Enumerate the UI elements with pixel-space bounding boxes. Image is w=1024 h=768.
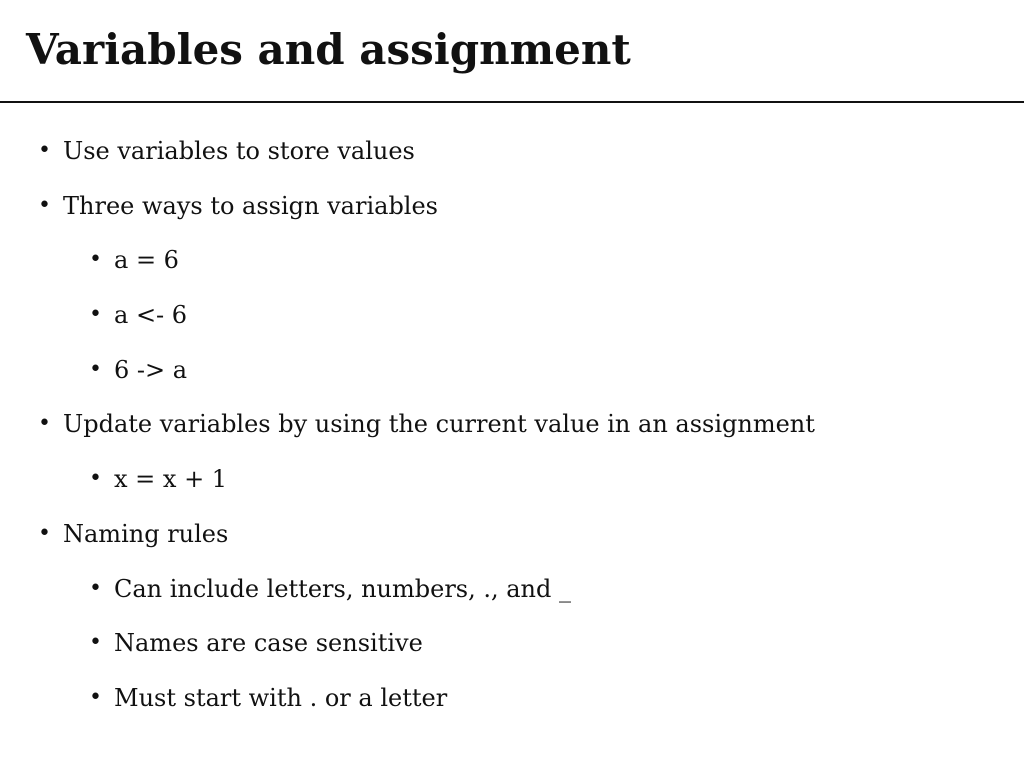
sub-bullet-item	[0, 671, 1024, 726]
bullet-icon: •	[89, 247, 102, 273]
bullet-icon: •	[89, 630, 102, 656]
sub-bullet-text: a = 6	[114, 246, 179, 275]
bullet-icon: •	[38, 192, 51, 218]
bullet-item	[0, 124, 1024, 179]
bullet-list	[0, 124, 1024, 726]
bullet-text: Use variables to store values	[63, 137, 415, 165]
bullet-icon: •	[89, 575, 102, 601]
sub-bullet-item	[0, 343, 1024, 398]
bullet-item	[0, 179, 1024, 234]
sub-bullet-item	[0, 288, 1024, 343]
bullet-item	[0, 397, 1024, 452]
sub-bullet-text: Names are case sensitive	[114, 629, 423, 658]
slide-title: Variables and assignment	[26, 25, 631, 74]
bullet-icon: •	[38, 138, 51, 163]
sub-bullet-text: Can include letters, numbers, ., and _	[114, 574, 572, 603]
sub-bullet-item	[0, 452, 1024, 507]
sub-bullet-item	[0, 562, 1024, 617]
bullet-icon: •	[89, 356, 102, 382]
sub-bullet-text: a <- 6	[114, 301, 188, 330]
sub-bullet-text: 6 -> a	[114, 355, 188, 384]
bullet-icon: •	[38, 520, 51, 546]
bullet-item	[0, 507, 1024, 562]
title-divider	[0, 101, 1024, 103]
bullet-icon: •	[89, 684, 102, 710]
sub-bullet-text: Must start with . or a letter	[114, 683, 448, 712]
bullet-icon: •	[89, 302, 102, 328]
bullet-text: Update variables by using the current value in an assignment	[63, 410, 815, 439]
sub-bullet-item	[0, 233, 1024, 288]
bullet-icon: •	[89, 466, 102, 492]
sub-bullet-item	[0, 616, 1024, 671]
bullet-icon: •	[38, 411, 51, 437]
sub-bullet-text: x = x + 1	[114, 465, 228, 494]
bullet-text: Naming rules	[63, 519, 229, 548]
bullet-text: Three ways to assign variables	[63, 191, 438, 220]
